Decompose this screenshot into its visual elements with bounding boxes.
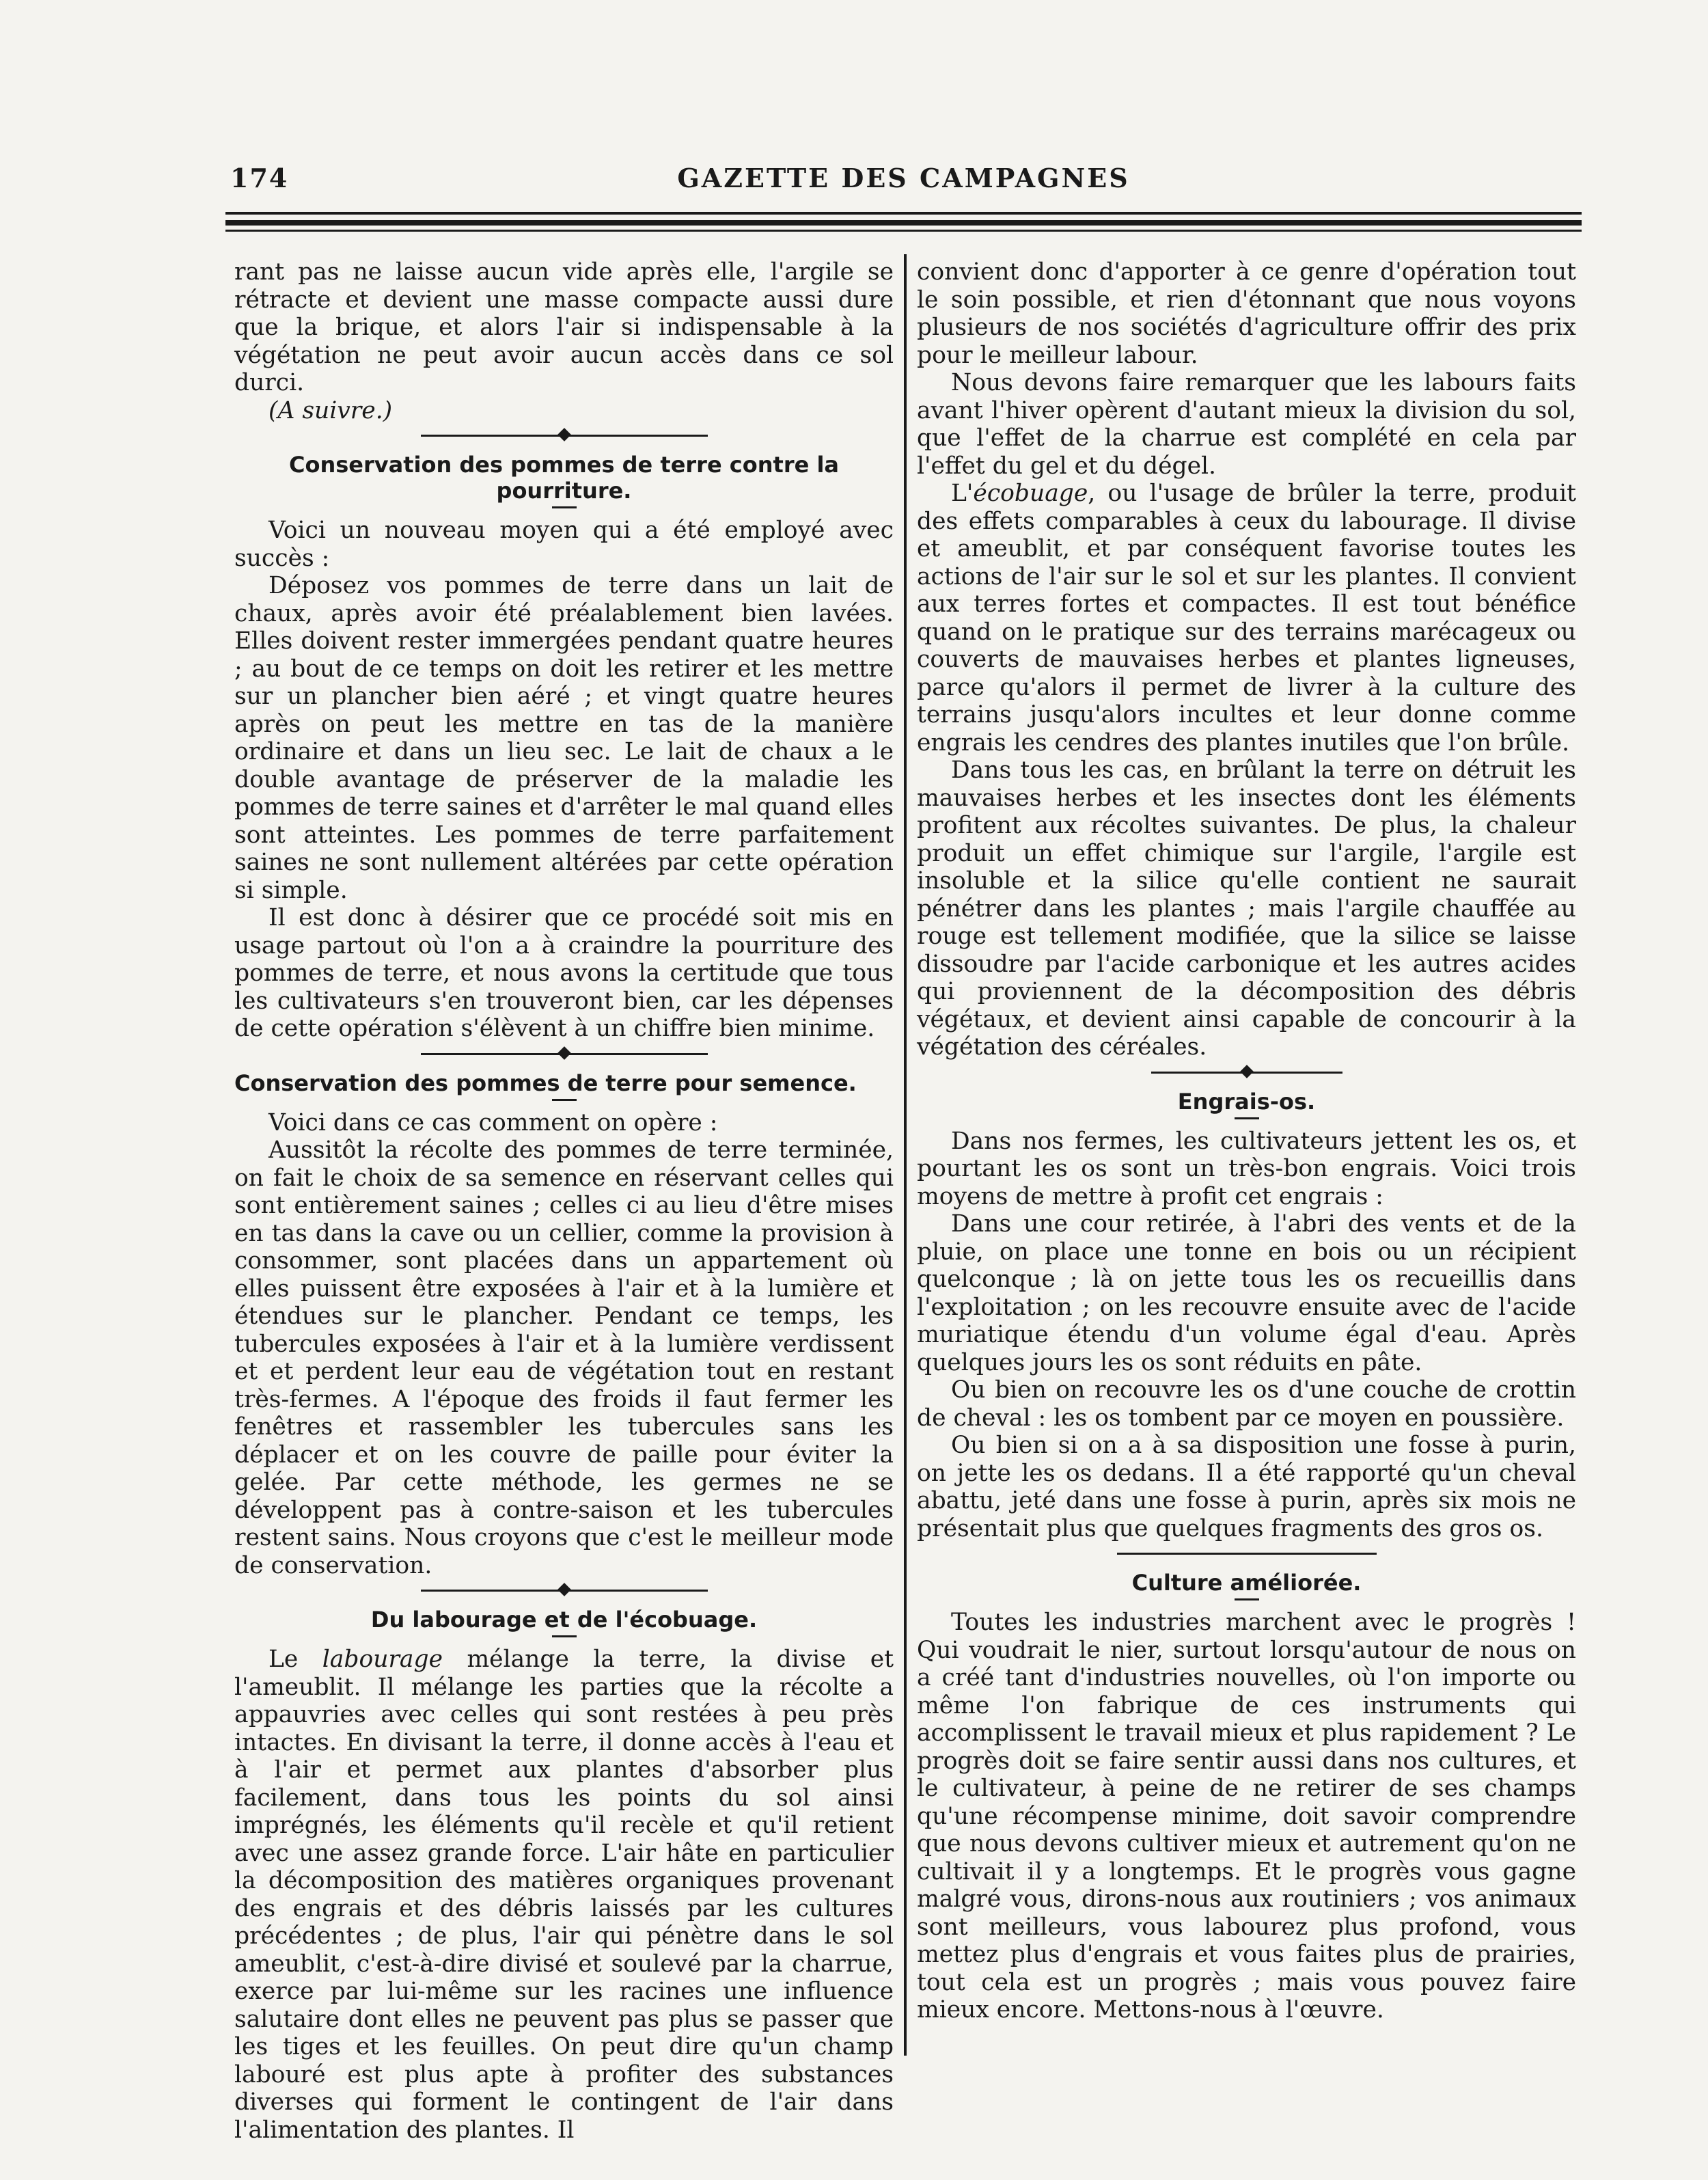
column-divider — [904, 254, 907, 2056]
section-title-pourriture: Conservation des pommes de terre contre la pourriture. — [288, 452, 840, 504]
paragraph: Ou bien on recouvre les os d'une couche de crottin de cheval : les os tombent par ce moyen en poussière. — [917, 1376, 1576, 1432]
right-column — [917, 258, 1576, 2024]
text-run: L' — [951, 480, 974, 507]
to-be-continued: (A suivre.) — [268, 396, 393, 424]
section-ornament — [421, 427, 708, 445]
section-title-engrais-os: Engrais-os. — [1177, 1088, 1316, 1115]
title-dash — [552, 506, 577, 508]
text-run: mélange la terre, la divise et l'ameublit. Il mélange les parties que la récolte a appauvries avec celles qui sont restées à peu près intactes. En divisant la terre, il donne accès à l'eau et à l'air et permet aux plantes d'absorber plus facilement, dans tous les points du sol ainsi imprégnés, les éléments qu'il recèle et qu'il retient avec une assez grande force. L'air hâte en particulier la décomposition des matières organiques provenant des engrais et des débris laissés par les cultures précédentes ; de plus, l'air qui pénètre dans le sol ameublit, c'est-à-dire divisé et soulevé par la charrue, exerce par lui-même sur les racines une influence salutaire dont elles ne peuvent pas plus se passer que les tiges et les feuilles. On peut dire qu'un champ labouré est plus apte à profiter des substances diverses qui forment le contingent de l'air dans l'alimentation des plantes. Il — [234, 1646, 894, 2144]
header-rule — [225, 212, 1582, 215]
paragraph: Dans nos fermes, les cultivateurs jettent les os, et pourtant les os sont un très-bon engrais. Voici trois moyens de mettre à profit cet engrais : — [917, 1127, 1576, 1210]
text-run: , ou l'usage de brûler la terre, produit des effets comparables à ceux du labourage. Il divise et ameublit, et par conséquent favorise toutes les actions de l'air sur le sol et sur les plantes. Il convient aux terres fortes et compactes. Il est tout bénéfice quand on le pratique sur des terrains marécageux ou couverts de mauvaises herbes et plantes ligneuses, parce qu'alors il permet de livrer à la culture des terrains jusqu'alors incultes et leur donne comme engrais les cendres des plantes inutiles que l'on brûle. — [917, 480, 1576, 757]
page-number: 174 — [230, 163, 289, 193]
paragraph: Voici un nouveau moyen qui a été employé avec succès : — [234, 517, 894, 572]
paragraph — [917, 480, 1576, 757]
title-dash — [552, 1099, 577, 1101]
section-ornament — [1151, 1064, 1342, 1082]
paragraph: Ou bien si on a à sa disposition une fosse à purin, on jette les os dedans. Il a été rapporté qu'un cheval abattu, jeté dans une fosse à purin, après six mois ne présentait plus que quelques fragments des gros os. — [917, 1432, 1576, 1542]
section-ornament — [1117, 1545, 1377, 1563]
emphasis-ecobuage: écobuage — [973, 480, 1088, 507]
left-column — [234, 258, 894, 2144]
page-header — [222, 163, 1585, 197]
paragraph: Dans une cour retirée, à l'abri des vents et de la pluie, on place une tonne en bois ou un récipient quelconque ; là on jette tous les os recueillis dans l'exploitation ; on les recouvre ensuite avec de l'acide muriatique étendu d'un volume égal d'eau. Après quelques jours les os sont réduits en pâte. — [917, 1210, 1576, 1376]
article-continuation: rant pas ne laisse aucun vide après elle, l'argile se rétracte et devient une masse compacte aussi dure que la brique, et alors l'air si indispensable à la végétation ne peut avoir aucun accès dans ce sol durci. — [234, 258, 894, 396]
title-dash — [1235, 1598, 1259, 1600]
paragraph: Voici dans ce cas comment on opère : — [268, 1108, 718, 1136]
paragraph: Déposez vos pommes de terre dans un lait de chaux, après avoir été préalablement bien lavées. Elles doivent rester immergées pendant quatre heures ; au bout de ce temps on doit les retirer et les mettre sur un plancher bien aéré ; et vingt quatre heures après on peut les mettre en tas de la manière ordinaire et dans un lieu sec. Le lait de chaux a le double avantage de préserver de la maladie les pommes de terre saines et d'arrêter le mal quand elles sont atteintes. Les pommes de terre parfaitement saines ne sont nullement altérées par cette opération si simple. — [234, 572, 894, 904]
text-run: Le — [268, 1646, 322, 1673]
journal-title: GAZETTE DES CAMPAGNES — [677, 163, 1130, 193]
section-ornament — [421, 1046, 708, 1063]
section-title-culture: Culture améliorée. — [1131, 1570, 1362, 1596]
paragraph: Nous devons faire remarquer que les labours faits avant l'hiver opèrent d'autant mieux la division du sol, que l'effet de la charrue est complété en cela par l'effet du gel et du dégel. — [917, 369, 1576, 480]
title-dash — [552, 1635, 577, 1637]
paragraph: Toutes les industries marchent avec le progrès ! Qui voudrait le nier, surtout lorsqu'autour de nous on a créé tant d'industries nouvelles, où l'on importe ou même l'on fabrique de ces instruments qui accomplissent le travail mieux et plus rapidement ? Le progrès doit se faire sentir aussi dans nos cultures, et le cultivateur, à peine de ne retirer de ses champs qu'une récompense minime, doit savoir comprendre que nous devons cultiver mieux et autrement qu'on ne cultivait il y a longtemps. Et le progrès vous gagne malgré vous, dirons-nous aux routiniers ; vos animaux sont meilleurs, vous labourez plus profond, vous mettez plus d'engrais et vous faites plus de prairies, tout cela est un progrès ; mais vous pouvez faire mieux encore. Mettons-nous à l'œuvre. — [917, 1609, 1576, 2024]
paragraph: Dans tous les cas, en brûlant la terre on détruit les mauvaises herbes et les insectes dont les éléments profitent aux récoltes suivantes. De plus, la chaleur produit un effet chimique sur l'argile, l'argile est insoluble et la silice qu'elle contient ne saurait pénétrer dans les plantes ; mais l'argile chauffée au rouge est tellement modifiée, que la silice se laisse dissoudre par l'acide carbonique et les autres acides qui proviennent de la décomposition des débris végétaux, et devient ainsi capable de concourir à la végétation des céréales. — [917, 757, 1576, 1061]
emphasis-labourage: labourage — [322, 1646, 443, 1673]
section-title-labourage: Du labourage et de l'écobuage. — [370, 1607, 758, 1633]
header-rule-thick — [225, 220, 1582, 226]
paragraph: convient donc d'apporter à ce genre d'opération tout le soin possible, et rien d'étonnant que nous voyons plusieurs de nos sociétés d'agriculture offrir des prix pour le meilleur labour. — [917, 258, 1576, 369]
title-dash — [1235, 1117, 1259, 1119]
header-rule-lower — [225, 230, 1582, 232]
paragraph — [234, 1646, 894, 2144]
section-title-semence: Conservation des pommes de terre pour semence. — [234, 1069, 857, 1096]
paragraph: Il est donc à désirer que ce procédé soit mis en usage partout où l'on a à craindre la pourriture des pommes de terre, et nous avons la certitude que tous les cultivateurs s'en trouveront bien, car les dépenses de cette opération s'élèvent à un chiffre bien minime. — [234, 904, 894, 1042]
section-ornament — [421, 1582, 708, 1600]
paragraph: Aussitôt la récolte des pommes de terre terminée, on fait le choix de sa semence en réservant celles qui sont entièrement saines ; celles ci au lieu d'être mises en tas dans la cave ou un cellier, comme la provision à consommer, sont placées dans un appartement où elles puissent être exposées à l'air et à la lumière et étendues sur le plancher. Pendant ce temps, les tubercules exposées à l'air et à la lumière verdissent et et perdent leur eau de végétation tout en restant très-fermes. A l'époque des froids il faut fermer les fenêtres et rassembler les tubercules sans les déplacer et on les couvre de paille pour éviter la gelée. Par cette méthode, les germes ne se développent pas à contre-saison et les tubercules restent sains. Nous croyons que c'est le meilleur mode de conservation. — [234, 1136, 894, 1579]
